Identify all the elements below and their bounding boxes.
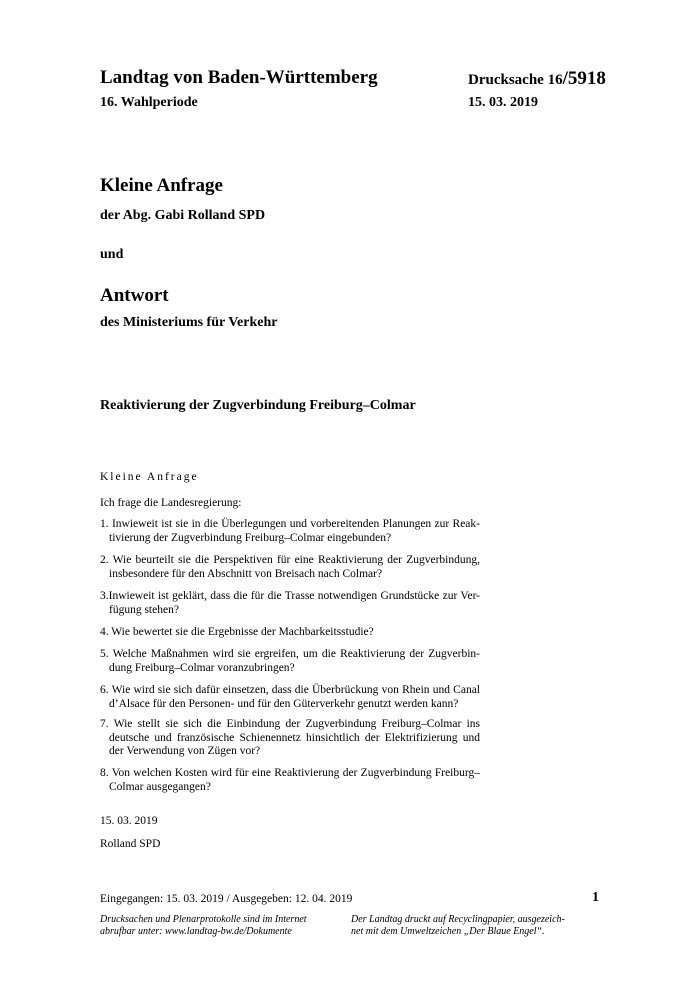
answer-heading: Antwort <box>100 285 169 306</box>
header-date: 15. 03. 2019 <box>468 95 538 110</box>
recycling-note <box>351 914 565 938</box>
question-line: 4. Wie bewertet sie die Ergebnisse der Machbarkeitsstudie? <box>100 626 374 638</box>
question-line: Colmar ausgegangen? <box>109 780 211 793</box>
question-line: 1. Inwieweit ist sie in die Überlegungen und vorbereitenden Planungen zur Reak- <box>100 518 480 530</box>
internet-note-line: abrufbar unter: www.landtag-bw.de/Dokumente <box>100 926 292 937</box>
signature: Rolland SPD <box>100 838 161 850</box>
question-line: dung Freiburg–Colmar voranzubringen? <box>109 661 295 674</box>
received-issued-dates: Eingegangen: 15. 03. 2019 / Ausgegeben: 12. 04. 2019 <box>100 893 353 905</box>
question-line: tivierung der Zugverbindung Freiburg–Colmar eingebunden? <box>109 531 392 544</box>
internet-note <box>100 914 307 938</box>
document-number-prefix: Drucksache 16 <box>468 72 563 88</box>
document-number-value: 5918 <box>567 68 606 89</box>
question-line: insbesondere für den Abschnitt von Breisach nach Colmar? <box>109 567 383 580</box>
legislative-period: 16. Wahlperiode <box>100 95 198 110</box>
question-item <box>100 648 480 675</box>
question-item <box>100 518 480 545</box>
question-item <box>100 684 480 711</box>
question-item <box>100 554 480 581</box>
parliament-name: Landtag von Baden-Württemberg <box>100 67 378 88</box>
inquiry-heading: Kleine Anfrage <box>100 175 223 196</box>
conjunction: und <box>100 247 124 262</box>
question-item <box>100 767 480 794</box>
recycling-note-line: Der Landtag druckt auf Recyclingpapier, ausgezeich- <box>351 914 565 925</box>
question-line: fügung stehen? <box>109 603 179 616</box>
question-line: 6. Wie wird sie sich dafür einsetzen, dass die Überbrückung von Rhein und Canal <box>100 684 480 696</box>
intro-text: Ich frage die Landesregierung: <box>100 497 242 509</box>
question-line: der Verwendung von Zügen vor? <box>109 745 261 757</box>
question-line: deutsche und französische Schienennetz hinsichtlich der Elektrifizierung und <box>109 731 480 744</box>
inquiry-author: der Abg. Gabi Rolland SPD <box>100 208 266 223</box>
question-line: d’Alsace für den Personen- und für den Güterverkehr genutzt werden kann? <box>109 697 459 710</box>
question-line: 5. Welche Maßnahmen wird sie ergreifen, um die Reaktivierung der Zugverbin- <box>100 648 480 660</box>
question-line: 3.Inwieweit ist geklärt, dass die für die Trasse notwendigen Grundstücke zur Ver- <box>100 590 480 602</box>
question-item <box>100 626 480 640</box>
question-item <box>100 718 480 759</box>
answering-ministry: des Ministeriums für Verkehr <box>100 315 278 330</box>
section-label: Kleine Anfrage <box>100 471 199 483</box>
recycling-note-line: net mit dem Umweltzeichen „Der Blaue Engel“. <box>351 926 545 937</box>
question-line: 7. Wie stellt sie sich die Einbindung der Zugverbindung Freiburg–Colmar ins <box>100 718 480 730</box>
page-number: 1 <box>592 890 599 905</box>
inquiry-date: 15. 03. 2019 <box>100 815 158 827</box>
question-item <box>100 590 480 617</box>
document-number <box>468 68 606 90</box>
question-line: 2. Wie beurteilt sie die Perspektiven für eine Reaktivierung der Zugverbindung, <box>100 554 480 566</box>
document-number-slash: / <box>562 68 568 89</box>
document-subject: Reaktivierung der Zugverbindung Freiburg–Colmar <box>100 398 416 413</box>
question-line: 8. Von welchen Kosten wird für eine Reaktivierung der Zugverbindung Freiburg– <box>100 767 480 779</box>
internet-note-line: Drucksachen und Plenarprotokolle sind im Internet <box>100 914 307 925</box>
